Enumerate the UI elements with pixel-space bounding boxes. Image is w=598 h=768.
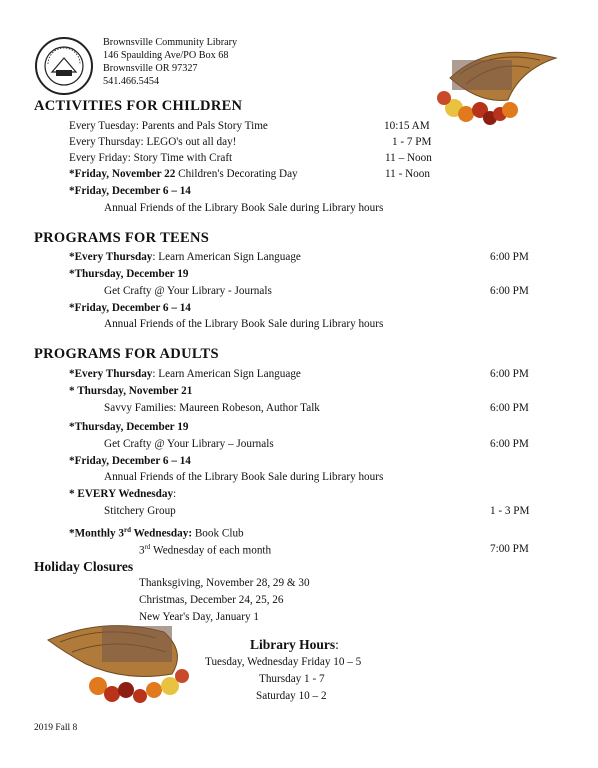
children-heading: ACTIVITIES FOR CHILDREN	[34, 98, 243, 114]
list-item-time: 11 – Noon	[385, 152, 432, 164]
list-item-time: 7:00 PM	[490, 543, 529, 555]
list-item	[69, 488, 176, 500]
cornucopia-image-bottom	[46, 612, 196, 712]
cornucopia-image-top	[430, 38, 558, 130]
list-item	[69, 251, 301, 263]
list-item: Stitchery Group	[104, 505, 176, 517]
list-item-title: Wednesday of each month	[150, 544, 272, 557]
hours-line: Thursday 1 - 7	[259, 673, 325, 685]
list-item-sup: rd	[144, 543, 151, 551]
list-item-title: : Learn American Sign Language	[152, 368, 301, 380]
footer-note: 2019 Fall 8	[34, 723, 78, 733]
list-item-date: *Friday, December 6 – 14	[69, 455, 191, 467]
list-item-time: 11 - Noon	[385, 168, 430, 180]
list-item	[69, 526, 244, 540]
list-item-date: *Thursday, December 19	[69, 421, 189, 433]
list-item: Savvy Families: Maureen Robeson, Author Talk	[104, 402, 320, 414]
list-item-date: *Every Thursday	[69, 251, 153, 263]
list-item-date: * EVERY Wednesday	[69, 488, 174, 500]
library-hours-title	[250, 637, 339, 653]
holiday-heading: Holiday Closures	[34, 559, 134, 574]
list-item	[69, 368, 301, 380]
list-item-title: :	[173, 488, 177, 500]
list-item: Annual Friends of the Library Book Sale during Library hours	[104, 202, 384, 214]
list-item: Christmas, December 24, 25, 26	[139, 594, 284, 606]
list-item-date: * Thursday, November 21	[69, 385, 193, 397]
list-item: Every Tuesday: Parents and Pals Story Time	[69, 120, 268, 132]
list-item: New Year's Day, January 1	[139, 611, 259, 623]
library-address	[103, 36, 237, 88]
list-item-title: Book Club	[192, 527, 244, 540]
list-item-date: *Friday, November 22	[69, 168, 176, 180]
list-item-time: 1 - 3 PM	[490, 505, 530, 517]
list-item-time: 6:00 PM	[490, 438, 529, 450]
list-item-date: *Friday, December 6 – 14	[69, 302, 191, 314]
library-phone: 541.466.5454	[103, 76, 160, 87]
list-item	[139, 543, 271, 557]
library-city: Brownsville OR 97327	[103, 63, 198, 74]
list-item-time: 6:00 PM	[490, 285, 529, 297]
list-item: Get Crafty @ Your Library - Journals	[104, 285, 272, 297]
list-item-time: 6:00 PM	[490, 368, 529, 380]
hours-line: Saturday 10 – 2	[256, 690, 327, 702]
list-item-time: 6:00 PM	[490, 402, 529, 414]
hours-line: Tuesday, Wednesday Friday 10 – 5	[205, 656, 362, 668]
list-item-time: 10:15 AM	[384, 120, 430, 132]
list-item-num: 3	[139, 544, 145, 557]
list-item: Every Thursday: LEGO's out all day!	[69, 136, 237, 148]
teens-heading: PROGRAMS FOR TEENS	[34, 230, 210, 246]
library-street: 146 Spaulding Ave/PO Box 68	[103, 50, 229, 61]
library-hours-colon: :	[335, 637, 339, 652]
list-item: Annual Friends of the Library Book Sale during Library hours	[104, 471, 384, 483]
list-item-title: Children's Decorating Day	[175, 168, 298, 180]
library-name: Brownsville Community Library	[103, 37, 238, 48]
list-item: Every Friday: Story Time with Craft	[69, 152, 233, 164]
city-seal-logo	[34, 36, 94, 96]
adults-heading: PROGRAMS FOR ADULTS	[34, 346, 219, 362]
list-item-title: : Learn American Sign Language	[152, 251, 301, 263]
list-item-time: 1 - 7 PM	[392, 136, 432, 148]
list-item: Thanksgiving, November 28, 29 & 30	[139, 577, 310, 589]
library-hours-title-text: Library Hours	[250, 637, 336, 652]
list-item: Get Crafty @ Your Library – Journals	[104, 438, 274, 450]
list-item-sup: rd	[124, 526, 132, 534]
list-item-date: Wednesday:	[131, 527, 193, 540]
list-item-date: *Thursday, December 19	[69, 268, 189, 280]
list-item-date: *Monthly 3	[69, 527, 125, 540]
list-item-date: *Every Thursday	[69, 368, 153, 380]
list-item-date: *Friday, December 6 – 14	[69, 185, 191, 197]
list-item	[69, 168, 298, 180]
list-item-time: 6:00 PM	[490, 251, 529, 263]
list-item: Annual Friends of the Library Book Sale during Library hours	[104, 318, 384, 330]
